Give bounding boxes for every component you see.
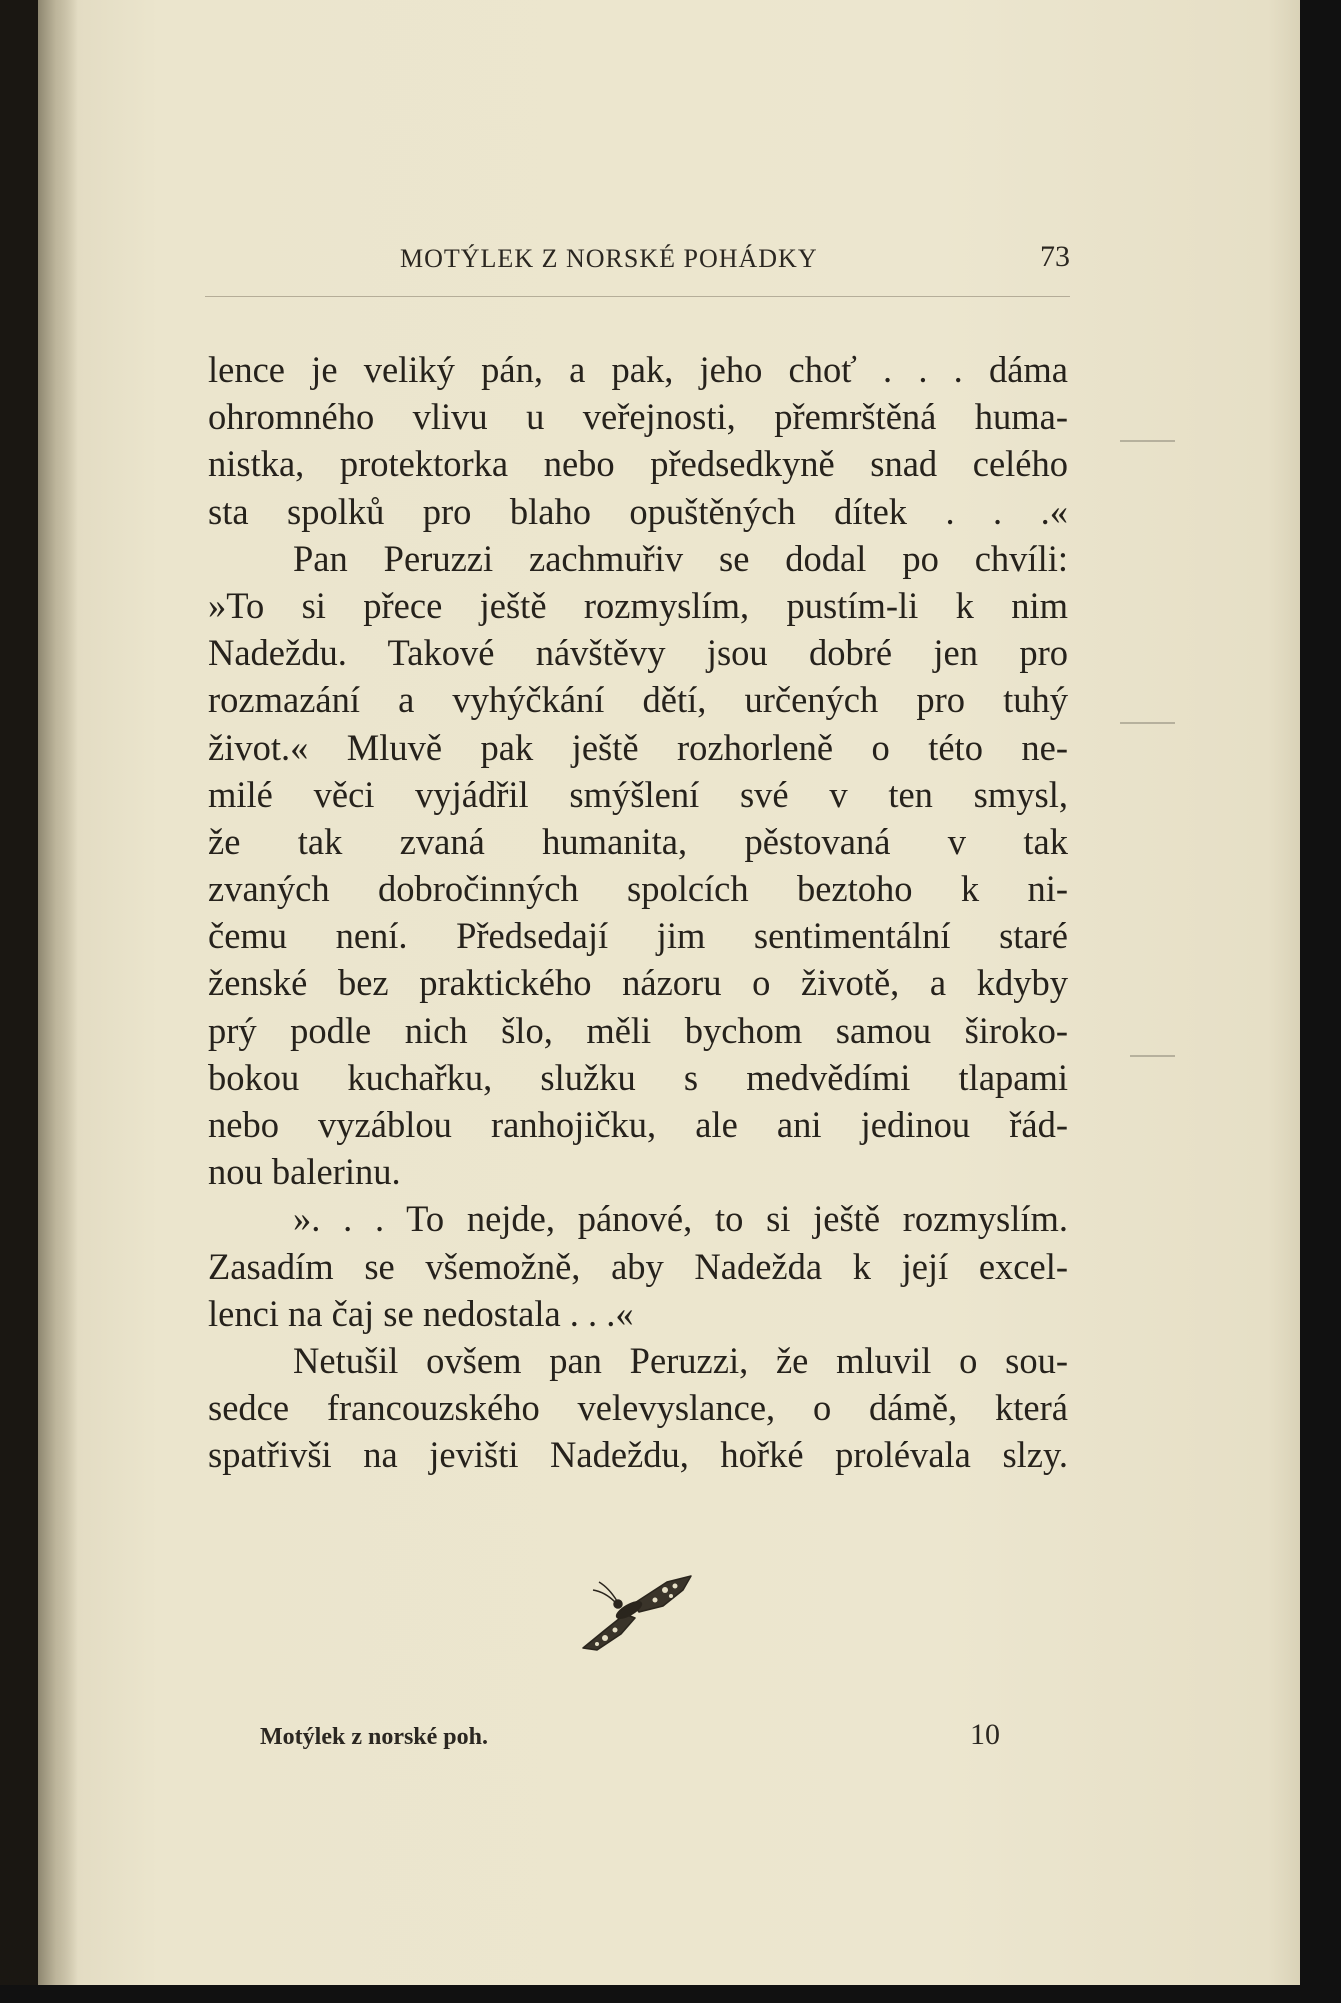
page-bottom-shadow [0, 1985, 1341, 2003]
body-text [208, 346, 1068, 1479]
text-line: sedce francouzského velevyslance, o dámě, která [208, 1387, 1068, 1429]
text-line: lenci na čaj se nedostala . . .« [208, 1292, 634, 1334]
page-gutter [38, 0, 78, 1985]
text-line: ohromného vlivu u veřejnosti, přemrštěná huma- [208, 396, 1068, 438]
text-line: Zasadím se všemožně, aby Nadežda k její excel- [208, 1245, 1068, 1287]
text-line: Pan Peruzzi zachmuřiv se dodal po chvíli: [293, 537, 1068, 579]
page-number: 73 [1040, 240, 1070, 273]
moth-icon [575, 1568, 695, 1658]
text-line: život.« Mluvě pak ještě rozhorleně o této ne- [208, 726, 1068, 768]
running-header [200, 238, 1070, 282]
text-line: sta spolků pro blaho opuštěných dítek . . .« [208, 490, 1068, 532]
page-footer [260, 1718, 1000, 1758]
text-line: spatřivši na jevišti Nadeždu, hořké prolévala slzy. [208, 1434, 1068, 1476]
text-line: čemu není. Předsedají jim sentimentální staré [208, 915, 1068, 957]
text-line: nistka, protektorka nebo předsedkyně snad celého [208, 443, 1068, 485]
text-line: rozmazání a vyhýčkání dětí, určených pro tuhý [208, 679, 1068, 721]
margin-mark [1120, 722, 1175, 724]
text-line: »To si přece ještě rozmyslím, pustím-li k nim [208, 584, 1068, 626]
text-line: nebo vyzáblou ranhojičku, ale ani jedinou řád- [208, 1104, 1068, 1145]
text-line: ». . . To nejde, pánové, to si ještě rozmyslím. [293, 1198, 1068, 1240]
running-title: MOTÝLEK Z NORSKÉ POHÁDKY [400, 244, 818, 273]
text-line: lence je veliký pán, a pak, jeho choť . . . dáma [208, 349, 1068, 390]
text-line: ženské bez praktického názoru o životě, a kdyby [208, 962, 1068, 1004]
text-line: milé věci vyjádřil smýšlení své v ten smysl, [208, 773, 1068, 815]
text-line: prý podle nich šlo, měli bychom samou široko- [208, 1009, 1068, 1051]
text-line: že tak zvaná humanita, pěstovaná v tak [208, 820, 1068, 862]
text-line: bokou kuchařku, služku s medvědími tlapami [208, 1056, 1068, 1098]
header-rule [205, 296, 1070, 297]
text-line: zvaných dobročinných spolcích beztoho k ni- [208, 868, 1068, 910]
margin-mark [1130, 1055, 1175, 1057]
margin-mark [1120, 440, 1175, 442]
text-line: Netušil ovšem pan Peruzzi, že mluvil o sou- [293, 1339, 1068, 1381]
text-line: nou balerinu. [208, 1151, 401, 1193]
page-edge-shadow [1300, 0, 1341, 2003]
text-line: Nadeždu. Takové návštěvy jsou dobré jen pro [208, 632, 1068, 674]
sheet-number: 10 [970, 1718, 1000, 1751]
signature-mark: Motýlek z norské poh. [260, 1724, 488, 1750]
